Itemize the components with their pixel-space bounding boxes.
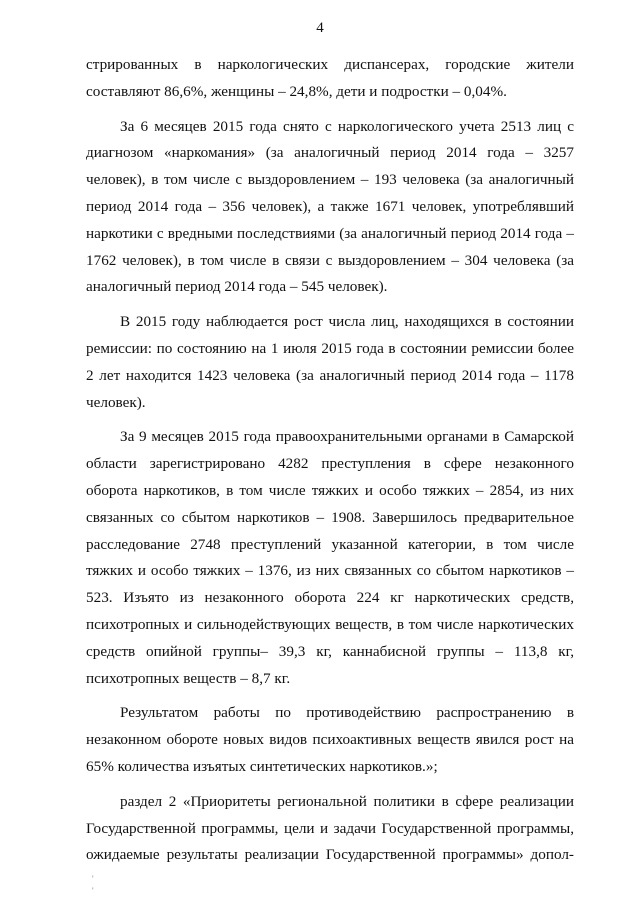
margin-mark: ' <box>92 874 94 884</box>
document-body <box>86 52 574 877</box>
margin-mark: ' <box>92 886 94 896</box>
paragraph-registered-stats: стрированных в наркологических диспансерах, городские жители составляют 86,6%, женщины – 24,8%, дети и подростки – 0,04%. <box>86 56 574 100</box>
page-number: 4 <box>316 20 324 36</box>
paragraph-section-2: раздел 2 «Приоритеты региональной политики в сфере реализации Государственной программы, цели и задачи Государственной программы, ожидаемые результаты реализации Государственной программы» допол- <box>86 792 574 864</box>
paragraph-crimes: За 9 месяцев 2015 года правоохранительными органами в Самарской области зарегистрировано 4282 преступления в сфере незаконного оборота наркотиков, в том числе тяжких и особо тяжких – 2854, из них связанных со сбытом наркотиков – 1908. Завершилось предварительное расследование 2748 преступлений указанной категории, в том числе тяжких и особо тяжких – 1376, из них связанных со сбытом наркотиков – 523. Изъято из незаконного оборота 224 кг наркотических средств, психотропных и сильнодействующих веществ, в том числе наркотических средств опийной группы– 39,3 кг, каннабисной группы – 113,8 кг, психотропных веществ – 8,7 кг. <box>86 428 574 687</box>
paragraph-synthetic-drugs: Результатом работы по противодействию распространению в незаконном обороте новых видов психоактивных веществ явился рост на 65% количества изъятых синтетических наркотиков.»; <box>86 704 574 775</box>
paragraph-remission: В 2015 году наблюдается рост числа лиц, находящихся в состоянии ремиссии: по состоянию на 1 июля 2015 года в состоянии ремиссии более 2 лет находится 1423 человека (за аналогичный период 2014 года – 1178 человек). <box>86 313 574 411</box>
paragraph-deregistered: За 6 месяцев 2015 года снято с наркологического учета 2513 лиц с диагнозом «наркомания» (за аналогичный период 2014 года – 3257 человек), в том числе с выздоровлением – 193 человека (за аналогичный период 2014 года – 356 человек), а также 1671 человек, употреблявший наркотики с вредными последствиями (за аналогичный период 2014 года – 1762 человек), в том числе в связи с выздоровлением – 304 человека (за аналогичный период 2014 года – 545 человек). <box>86 117 574 296</box>
